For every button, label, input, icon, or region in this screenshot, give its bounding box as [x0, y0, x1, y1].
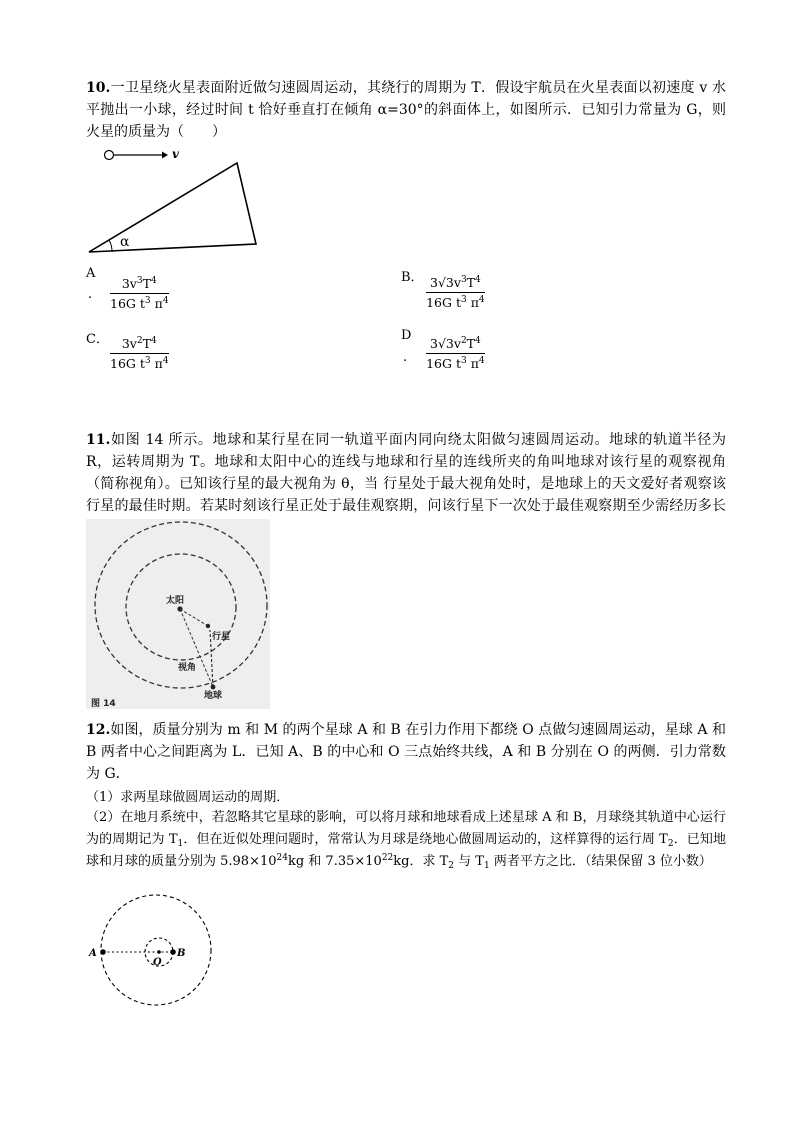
q11-orbit-figure [86, 519, 270, 709]
star-a-orbit [101, 895, 211, 1005]
q12-number: 12. [86, 722, 111, 738]
planet-icon [206, 624, 210, 628]
view-angle-label: 视角 [178, 663, 197, 673]
velocity-label: v [172, 147, 179, 161]
star-b-label: B [177, 948, 186, 959]
q12-sub1: （1）求两星球做圆周运动的周期． [86, 790, 290, 805]
q10-incline-figure [86, 140, 266, 258]
option-d-formula[interactable] [426, 336, 485, 371]
q12-binary-star-figure [86, 892, 218, 1008]
q12-sub2: （2）在地月系统中，若忽略其它星球的影响，可以将月球和地球看成上述星球 A 和 B，月球绕其轨道中心运行为的周期记为 $T_1$．但在近似处理问题时，常常认为月球是绕地心做圆周运动的，这样算得的运行周 $T_2$．已知地球和月球的质量分别为 $5.98\times 10^{24}kg$ 和 $7.35\times 10^{22}kg$．求 $T_2$ 与 $T_1$ 两者平方之比．（结果保留 3 位小数） [86, 810, 726, 871]
star-a-icon [100, 949, 106, 955]
planet-label: 行星 [212, 632, 231, 642]
q12-text [86, 719, 726, 785]
q10-text [86, 77, 726, 143]
option-a-denominator: 16G $t^3$ $\pi^4$ [110, 296, 169, 311]
option-d-dot: . [403, 350, 408, 365]
option-a-label: A [86, 266, 96, 281]
earth-label: 地球 [204, 691, 223, 701]
option-c-numerator: $3v^2T^4$ [121, 336, 157, 351]
option-a-formula[interactable] [110, 276, 169, 311]
center-o-icon [157, 950, 161, 954]
q10-number: 10. [86, 80, 111, 96]
option-b-numerator: $3√3v^3T^4$ [430, 275, 481, 290]
option-a-letter[interactable] [86, 266, 95, 281]
star-a-label: A [89, 948, 97, 959]
option-c-formula[interactable] [110, 336, 169, 371]
option-b-formula[interactable] [426, 275, 485, 310]
option-b-denominator: 16G $t^3$ $\pi^4$ [426, 295, 485, 310]
incline-triangle [89, 163, 256, 252]
option-b-label: B． [401, 270, 424, 285]
option-c-label: C． [86, 332, 109, 347]
earth-icon [211, 685, 216, 690]
q11-stem: 如图 14 所示。地球和某行星在同一轨道平面内同向绕太阳做匀速圆周运动。地球的轨道半径为 R，运转周期为 T。地球和太阳中心的连线与地球和行星的连线所夹的角叫地球对该行星的观察视角（简称视角）。已知该行星的最大视角为 θ，当 行星处于最大视角处时，是地球上的天文爱好者观察该行星的最佳时期。若某时刻该行星正处于最佳观察期，问该行星下一次处于最佳观察期至少需经历多长 [86, 432, 726, 514]
q10-stem: 一卫星绕火星表面附近做匀速圆周运动，其绕行的周期为 T．假设宇航员在火星表面以初速度 v 水平抛出一小球，经过时间 t 恰好垂直打在倾角 α=30°的斜面体上，如图所示．已知引力常量为 G，则火星的质量为（ ） [86, 80, 726, 140]
q12-stem: 如图，质量分别为 m 和 M 的两个星球 A 和 B 在引力作用下都绕 O 点做匀速圆周运动，星球 A 和 B 两者中心之间距离为 L．已知 A、B 的中心和 O 三点始终共线，A 和 B 分别在 O 的两侧．引力常数为 G． [86, 722, 726, 782]
star-b-icon [170, 949, 176, 955]
option-a-dot: . [88, 287, 93, 302]
option-c-letter[interactable] [86, 328, 109, 347]
option-d-label: D [401, 328, 412, 343]
option-a-numerator: $3v^3T^4$ [121, 276, 157, 291]
option-d-denominator: 16G $t^3$ $\pi^4$ [426, 356, 485, 371]
option-d-letter[interactable] [401, 328, 411, 343]
option-d-numerator: $3√3v^2T^4$ [430, 336, 481, 351]
option-c-denominator: 16G $t^3$ $\pi^4$ [110, 356, 169, 371]
ball-icon [105, 151, 114, 160]
sun-label: 太阳 [166, 596, 185, 606]
figure-caption: 图 14 [91, 699, 116, 709]
option-b-letter[interactable] [401, 266, 424, 285]
angle-label: α [120, 234, 130, 250]
velocity-arrowhead [162, 152, 168, 159]
q11-number: 11. [86, 432, 111, 448]
center-o-label: O [153, 957, 162, 968]
